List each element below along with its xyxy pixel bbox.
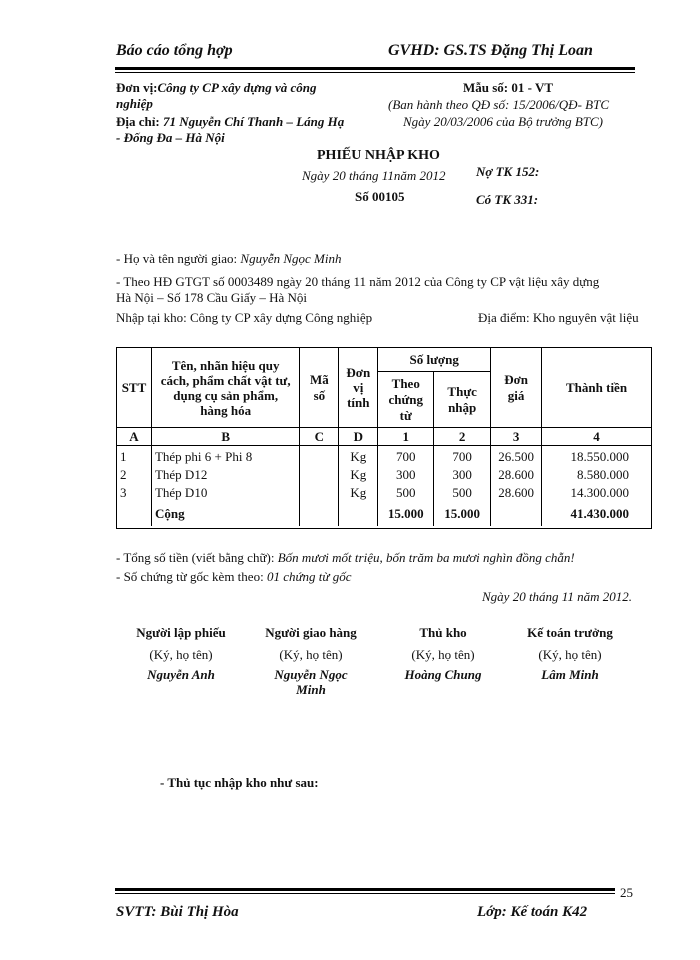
footer-rule-thin: [115, 893, 615, 894]
total-doc-qty: 15.000: [378, 506, 434, 526]
signature-preparer: Người lập phiếu (Ký, họ tên) Nguyễn Anh: [136, 625, 226, 682]
footer-rule-thick: [115, 888, 615, 891]
table-cell-price: 28.600: [498, 485, 534, 500]
total-actual-qty: 15.000: [434, 506, 491, 526]
unit-name: Đơn vị:Công ty CP xây dựng và công: [116, 80, 317, 95]
unit-name-cont: nghiệp: [116, 96, 153, 111]
form-issued-2: Ngày 20/03/2006 của Bộ trưởng BTC): [403, 114, 603, 129]
header-right: GVHD: GS.TS Đặng Thị Loan: [388, 42, 593, 59]
col-price-header: Đơn giá: [491, 348, 542, 428]
header-rule-thin: [115, 72, 635, 73]
table-cell-unit: Kg: [350, 467, 367, 482]
header-left: Báo cáo tổng hợp: [116, 42, 233, 59]
stt-cells: [117, 446, 152, 506]
invoice-line: - Theo HĐ GTGT số 0003489 ngày 20 tháng 11 năm 2012 của Công ty CP vật liệu xây dựng: [116, 274, 600, 289]
table-cell-actual-qty: 300: [452, 467, 472, 482]
receipt-table: [116, 347, 652, 529]
table-cell-amount: 14.300.000: [570, 485, 629, 500]
col-letter: 2: [434, 428, 491, 446]
table-cell-amount: 8.580.000: [577, 467, 629, 482]
invoice-line-cont: Hà Nội – Số 178 Cầu Giấy – Hà Nội: [116, 290, 308, 305]
footer-left: SVTT: Bùi Thị Hòa: [116, 904, 239, 920]
doc-qty-cells: [378, 446, 434, 506]
name-cells: [151, 446, 299, 506]
col-letter: 3: [491, 428, 542, 446]
deliverer-line: - Họ và tên người giao: Nguyễn Ngọc Minh: [116, 251, 342, 266]
warehouse-line: Nhập tại kho: Công ty CP xây dựng Công nghiệp: [116, 310, 373, 325]
table-cell-doc-qty: 700: [395, 449, 416, 464]
col-unit-header: Đơn vị tính: [339, 348, 378, 428]
document-title: PHIẾU NHẬP KHO: [317, 148, 440, 163]
debit-account: Nợ TK 152:: [476, 164, 540, 179]
table-cell-stt: 1: [120, 449, 127, 464]
column-letter-row: [117, 428, 652, 446]
col-actual-header: Thực nhập: [434, 372, 491, 428]
table-cell-actual-qty: 700: [452, 449, 472, 464]
location-line: Địa điểm: Kho nguyên vật liệu: [478, 310, 639, 325]
signature-chief-accountant: Kế toán trưởng (Ký, họ tên) Lâm Minh: [527, 625, 613, 682]
document-date: Ngày 20 tháng 11năm 2012: [302, 168, 446, 183]
header-rule-thick: [115, 67, 635, 70]
col-code-header: Mã số: [300, 348, 339, 428]
col-amount-header: Thành tiền: [542, 348, 652, 428]
form-code: Mẫu số: 01 - VT: [463, 80, 554, 95]
table-cell-price: 28.600: [498, 467, 534, 482]
unit-address-cont: - Đống Đa – Hà Nội: [116, 130, 225, 145]
footer-right: Lớp: Kế toán K42: [477, 904, 588, 920]
col-letter: D: [339, 428, 378, 446]
col-stt-header: STT: [117, 348, 152, 428]
col-name-header: Tên, nhãn hiệu quy cách, phẩm chất vật tư, dụng cụ sản phẩm, hàng hóa: [151, 348, 299, 428]
table-cell-name: Thép D10: [154, 485, 208, 500]
col-letter: 1: [378, 428, 434, 446]
amount-in-words-line: - Tổng số tiền (viết bằng chữ): Bốn mươi mốt triệu, bốn trăm ba mươi nghìn đồng chẵn!: [116, 550, 575, 565]
table-cell-stt: 2: [120, 467, 127, 482]
sign-date: Ngày 20 tháng 11 năm 2012.: [482, 589, 632, 604]
col-letter: C: [300, 428, 339, 446]
table-cell-name: Thép D12: [154, 467, 208, 482]
attachments-line: - Số chứng từ gốc kèm theo: 01 chứng từ gốc: [116, 569, 352, 584]
table-cell-stt: 3: [120, 485, 127, 500]
table-cell-unit: Kg: [350, 485, 367, 500]
col-letter: 4: [542, 428, 652, 446]
signature-deliverer: Người giao hàng (Ký, họ tên) Nguyễn Ngọc Minh: [265, 625, 357, 697]
table-cell-doc-qty: 300: [395, 467, 416, 482]
actual-qty-cells: [434, 446, 491, 506]
total-row: [117, 506, 652, 526]
page-number: 25: [620, 885, 633, 900]
table-cell-unit: Kg: [350, 449, 367, 464]
col-letter: A: [117, 428, 152, 446]
table-cell-amount: 18.550.000: [570, 449, 629, 464]
document-number: Số 00105: [355, 189, 405, 204]
signature-storekeeper: Thủ kho (Ký, họ tên) Hoàng Chung: [404, 625, 482, 682]
col-letter: B: [151, 428, 299, 446]
price-cells: [491, 446, 542, 506]
table-cell-doc-qty: 500: [395, 485, 416, 500]
credit-account: Có TK 331:: [476, 192, 539, 207]
unit-cells: [339, 446, 378, 506]
code-cells: [300, 446, 339, 506]
form-issued-1: (Ban hành theo QĐ số: 15/2006/QĐ- BTC: [388, 97, 609, 112]
total-label: Cộng: [151, 506, 299, 526]
table-rows: [117, 446, 652, 506]
table-cell-name: Thép phi 6 + Phi 8: [154, 449, 253, 464]
col-qty-header: Số lượng: [378, 348, 491, 372]
total-amount: 41.430.000: [542, 506, 652, 526]
table-cell-price: 26.500: [498, 449, 534, 464]
unit-address: Địa chỉ: 71 Nguyễn Chí Thanh – Láng Hạ: [116, 114, 345, 129]
table-cell-actual-qty: 500: [452, 485, 472, 500]
procedure-heading: - Thủ tục nhập kho như sau:: [160, 775, 319, 790]
col-doc-header: Theo chứng từ: [378, 372, 434, 428]
amount-cells: [542, 446, 652, 506]
